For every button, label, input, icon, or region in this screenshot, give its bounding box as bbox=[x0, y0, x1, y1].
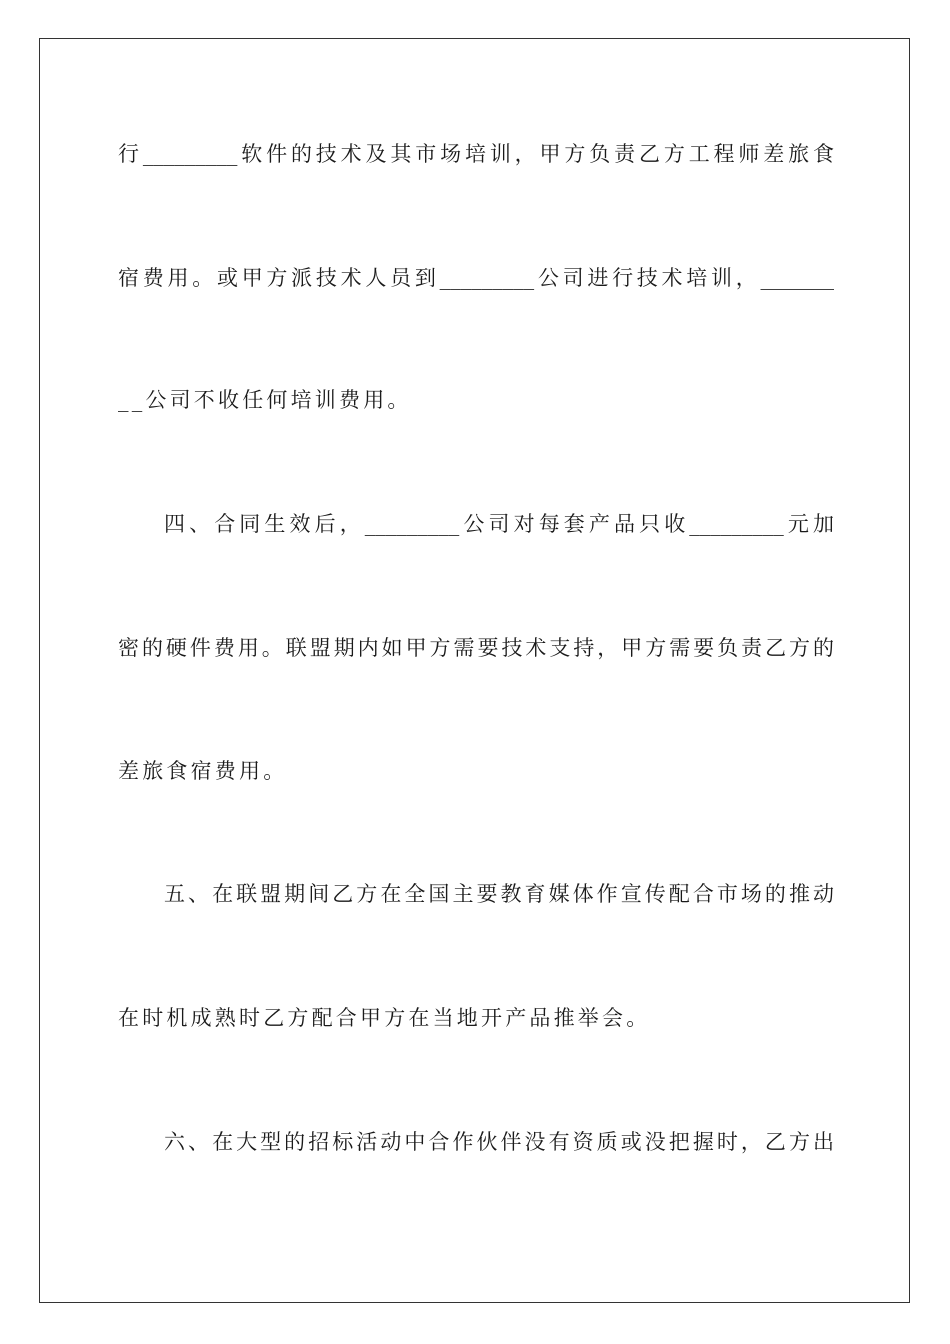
page-border bbox=[39, 38, 910, 1303]
document-line: 四、合同生效后，_________公司对每套产品只收_________元加 bbox=[164, 512, 834, 536]
document-line: 差旅食宿费用。 bbox=[118, 759, 288, 783]
document-line: 六、在大型的招标活动中合作伙伴没有资质或没把握时，乙方出 bbox=[164, 1130, 834, 1154]
document-line: __公司不收任何培训费用。 bbox=[118, 388, 412, 412]
document-line: 在时机成熟时乙方配合甲方在当地开产品推举会。 bbox=[118, 1006, 651, 1030]
document-line: 密的硬件费用。联盟期内如甲方需要技术支持，甲方需要负责乙方的 bbox=[118, 636, 834, 660]
document-line: 行_________软件的技术及其市场培训，甲方负责乙方工程师差旅食 bbox=[118, 142, 834, 166]
document-line: 五、在联盟期间乙方在全国主要教育媒体作宣传配合市场的推动 bbox=[164, 882, 834, 906]
document-line: 宿费用。或甲方派技术人员到_________公司进行技术培训，_______ bbox=[118, 266, 834, 290]
